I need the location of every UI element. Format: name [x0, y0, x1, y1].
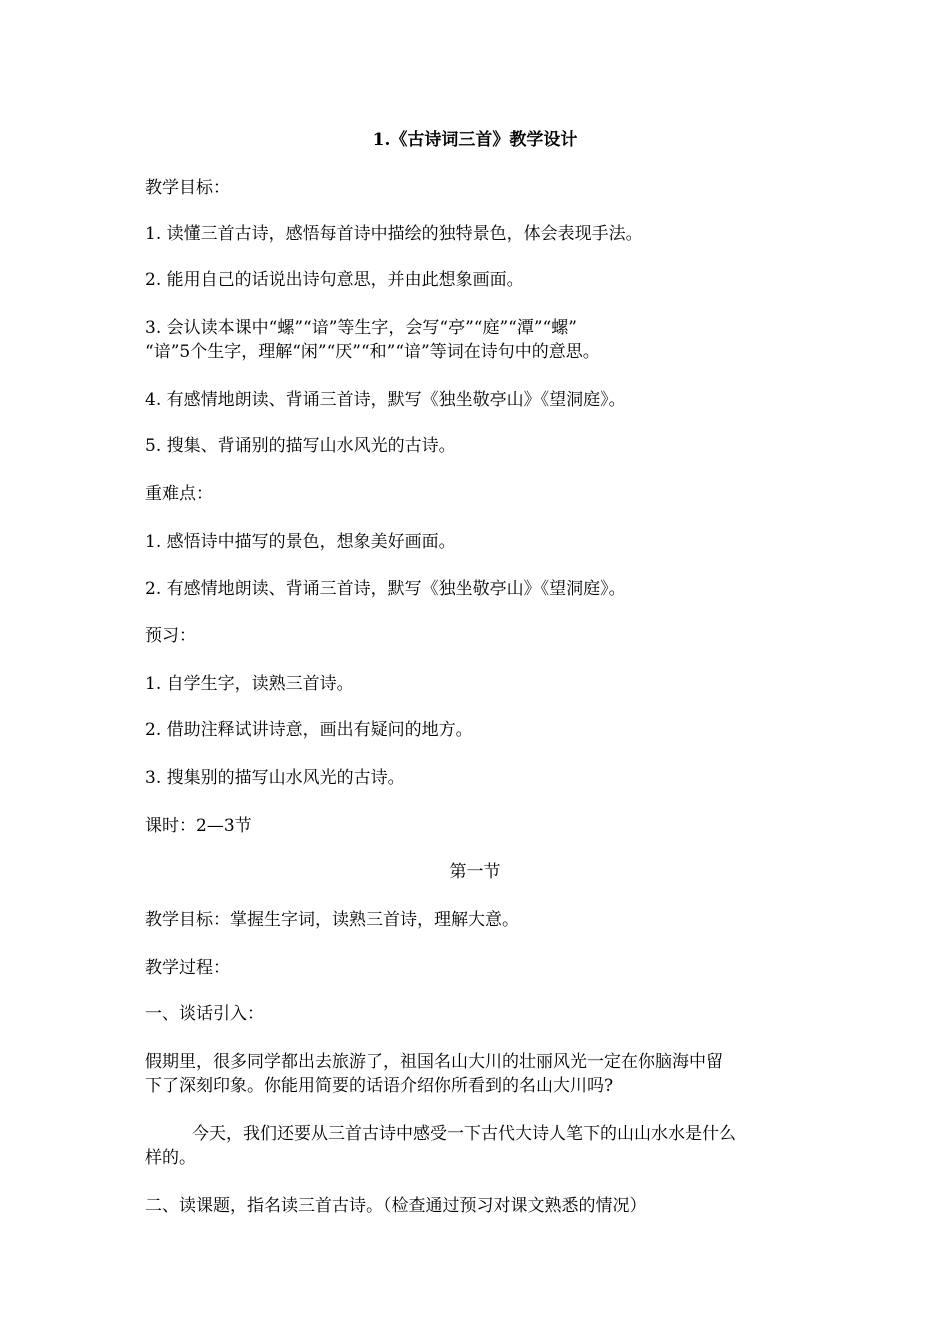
preview-heading: 预习： [145, 626, 196, 646]
step2-heading: 二、读课题，指名读三首古诗。（检查通过预习对课文熟悉的情况） [145, 1196, 647, 1216]
key-points-heading: 重难点： [145, 484, 213, 504]
step1-paragraph2-line: 今天，我们还要从三首古诗中感受一下古代大诗人笔下的山山水水是什么 [192, 1124, 736, 1144]
goal-item: 3. 会认读本课中“螺”“谙”等生字，会写“亭”“庭”“潭”“螺” [145, 318, 577, 338]
goal-item: 4. 有感情地朗读、背诵三首诗，默写《独坐敬亭山》《望洞庭》。 [145, 390, 626, 410]
goal-item: 2. 能用自己的话说出诗句意思，并由此想象画面。 [145, 270, 524, 290]
class-hours: 课时：2—3节 [145, 816, 252, 836]
step1-heading: 一、谈话引入： [145, 1004, 264, 1024]
process-heading: 教学过程： [145, 958, 230, 978]
preview-item: 1. 自学生字，读熟三首诗。 [145, 674, 354, 694]
goal-item: 1. 读懂三首古诗，感悟每首诗中描绘的独特景色，体会表现手法。 [145, 224, 643, 244]
step1-paragraph-line: 下了深刻印象。你能用简要的话语介绍你所看到的名山大川吗? [145, 1076, 614, 1096]
step1-paragraph-line: 假期里，很多同学都出去旅游了，祖国名山大川的壮丽风光一定在你脑海中留 [145, 1052, 723, 1072]
section-title: 第一节 [449, 862, 501, 882]
document-title: 1.《古诗词三首》教学设计 [372, 130, 578, 150]
goal-item: 5. 搜集、背诵别的描写山水风光的古诗。 [145, 436, 456, 456]
section-goal: 教学目标：掌握生字词，读熟三首诗，理解大意。 [145, 910, 519, 930]
preview-item: 2. 借助注释试讲诗意，画出有疑问的地方。 [145, 720, 473, 740]
key-point-item: 2. 有感情地朗读、背诵三首诗，默写《独坐敬亭山》《望洞庭》。 [145, 579, 626, 599]
preview-item: 3. 搜集别的描写山水风光的古诗。 [145, 768, 405, 788]
goals-heading: 教学目标： [145, 178, 230, 198]
key-point-item: 1. 感悟诗中描写的景色，想象美好画面。 [145, 532, 456, 552]
step1-paragraph2-line: 样的。 [145, 1148, 196, 1168]
goal-item-continued: “谙”5个生字，理解“闲”“厌”“和”“谙”等词在诗句中的意思。 [145, 342, 600, 362]
